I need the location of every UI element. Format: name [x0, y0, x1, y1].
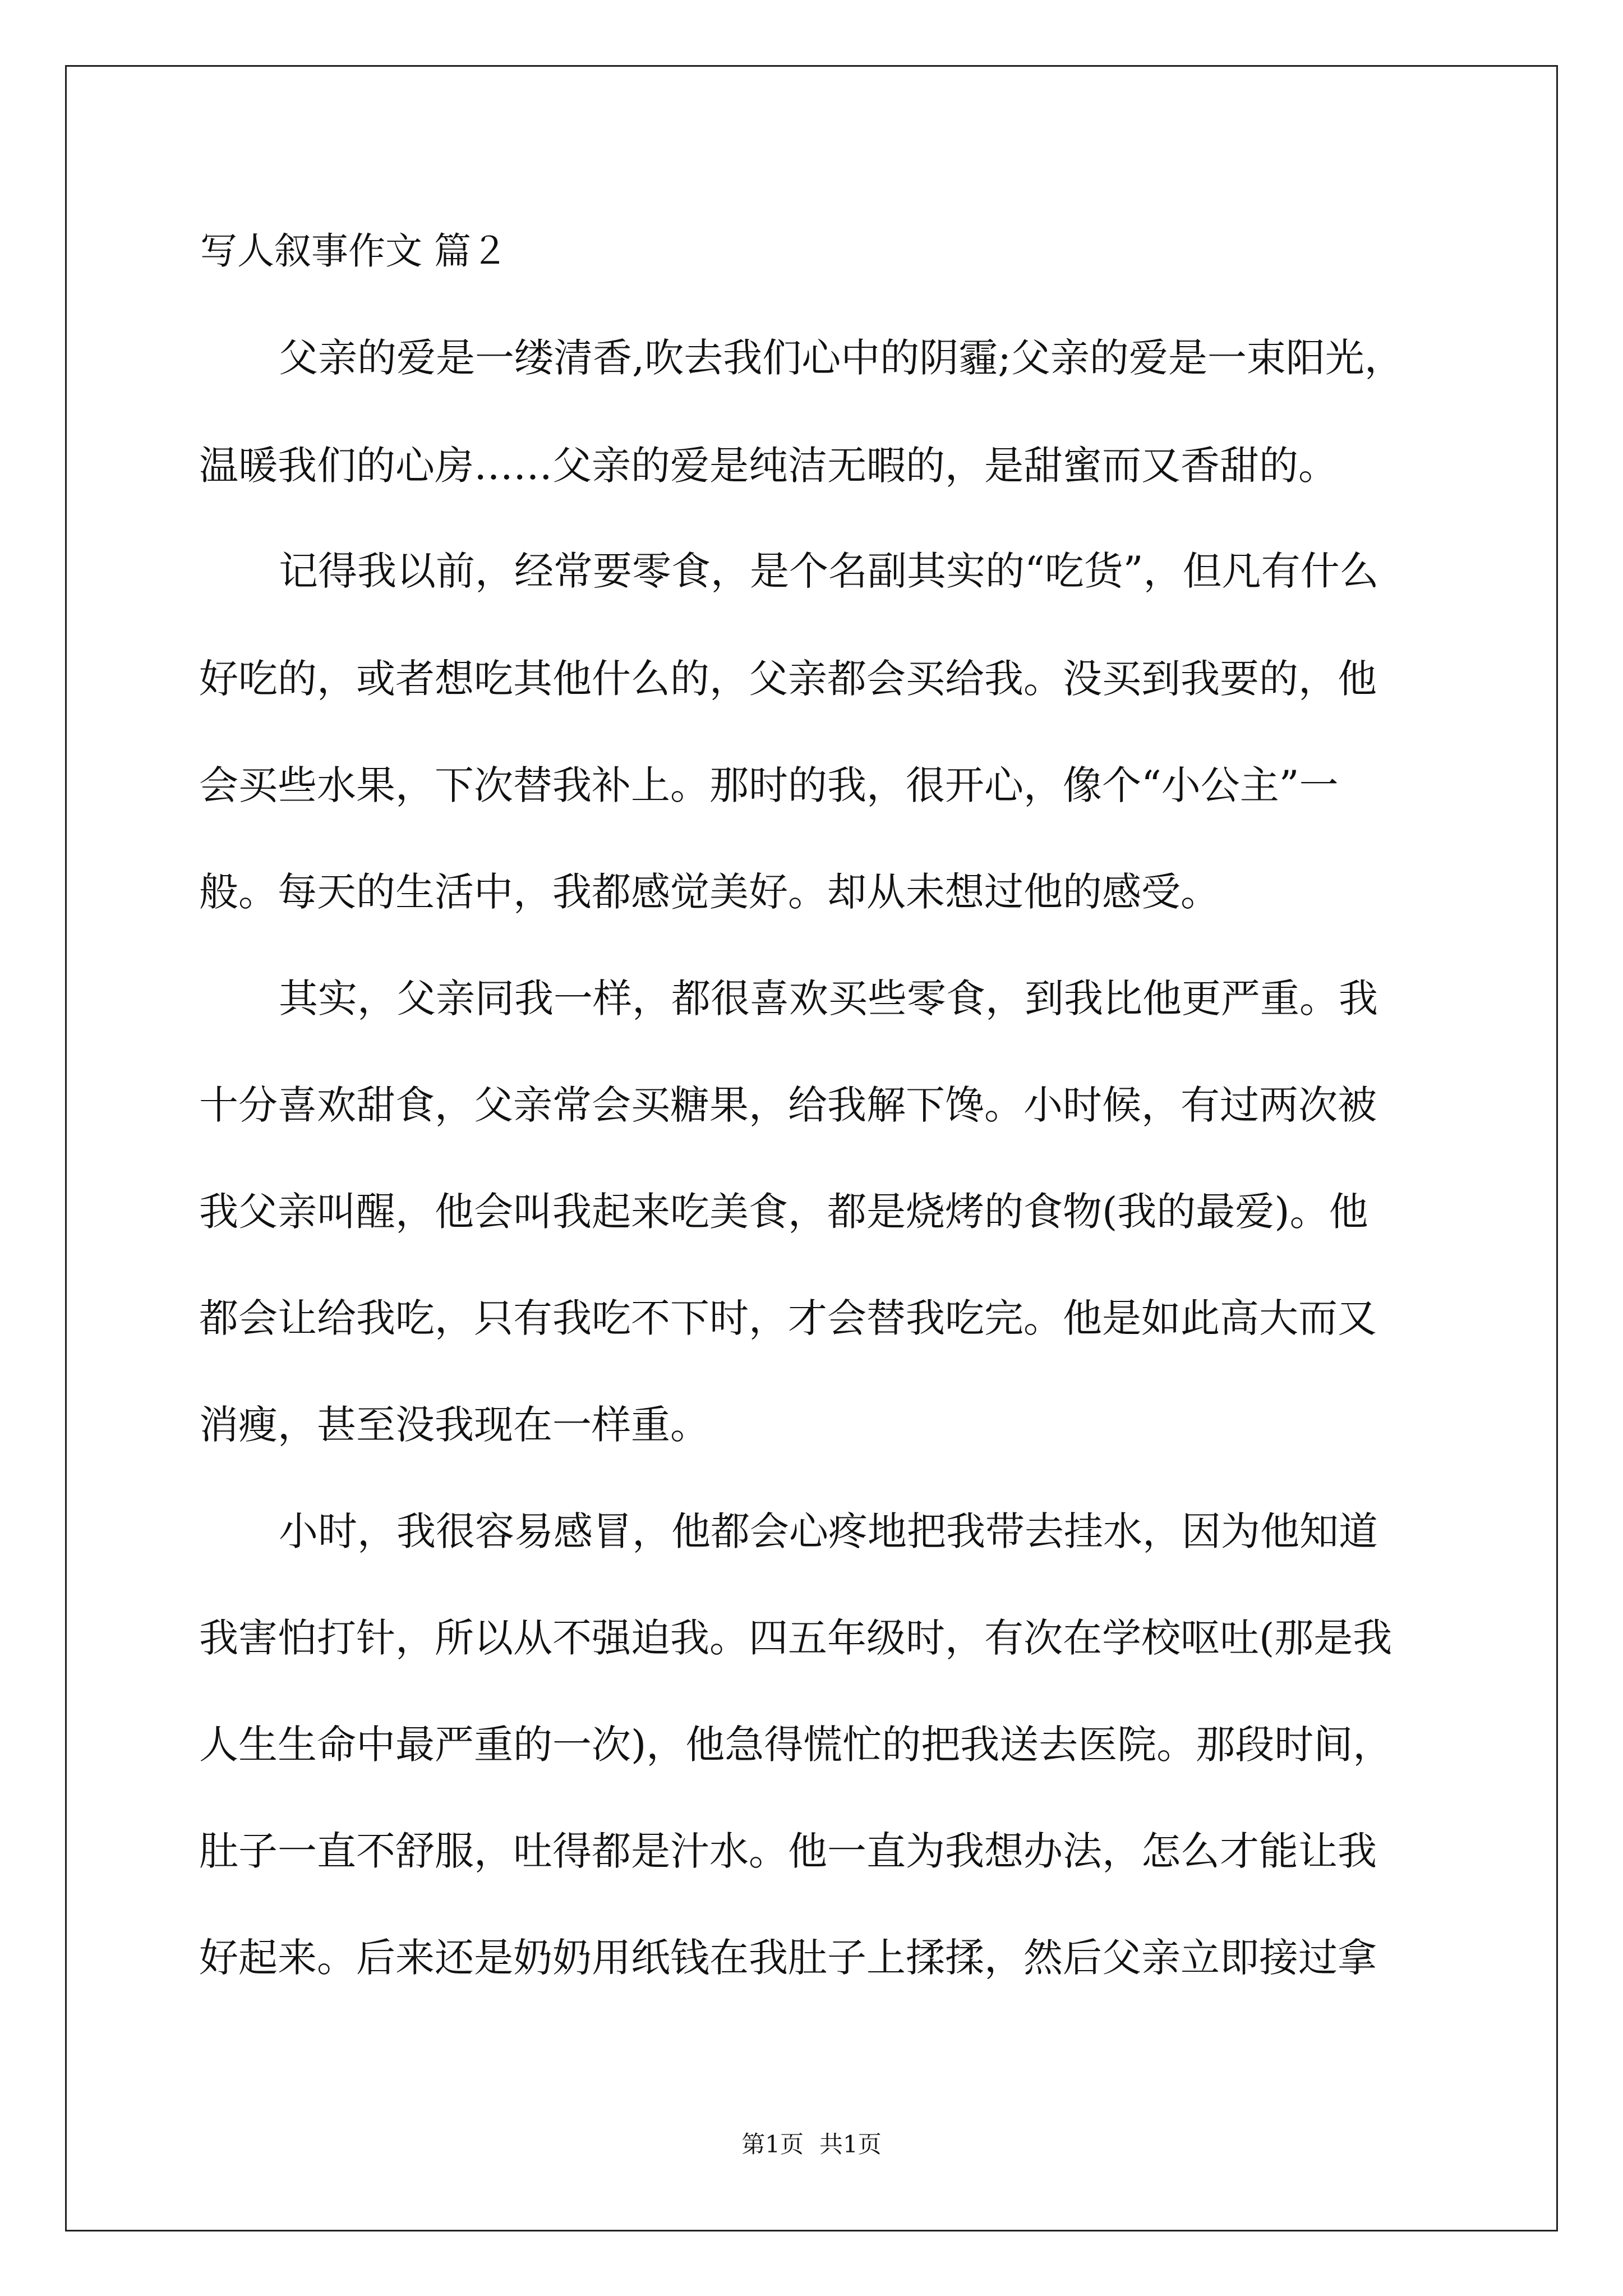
text-line: 般。每天的生活中，我都感觉美好。却从未想过他的感受。 — [199, 869, 1220, 915]
page-border — [65, 65, 1558, 2231]
text-line: 肚子一直不舒服，吐得都是汁水。他一直为我想办法，怎么才能让我 — [199, 1828, 1377, 1874]
text-line: 其实，父亲同我一样，都很喜欢买些零食，到我比他更严重。我 — [279, 976, 1378, 1022]
text-line: 消瘦，甚至没我现在一样重。 — [199, 1402, 709, 1448]
text-line: 我害怕打针，所以从不强迫我。四五年级时，有次在学校呕吐(那是我 — [199, 1615, 1393, 1661]
document-title: 写人叙事作文 篇２ — [200, 229, 508, 273]
page-total: 共1页 — [819, 2131, 882, 2158]
text-line: 温暖我们的心房……父亲的爱是纯洁无暇的，是甜蜜而又香甜的。 — [199, 443, 1338, 489]
text-line: 会买些水果，下次替我补上。那时的我，很开心，像个“小公主”一 — [199, 762, 1339, 808]
text-line: 我父亲叫醒，他会叫我起来吃美食，都是烧烤的食物(我的最爱)。他 — [199, 1189, 1368, 1235]
text-line: 记得我以前，经常要零食，是个名副其实的“吃货”，但凡有什么 — [279, 548, 1379, 594]
page-number: 第1页 — [741, 2131, 804, 2158]
text-line: 人生生命中最严重的一次)，他急得慌忙的把我送去医院。那段时间， — [199, 1722, 1393, 1768]
text-line: 好吃的，或者想吃其他什么的，父亲都会买给我。没买到我要的，他 — [199, 656, 1377, 702]
text-line: 十分喜欢甜食，父亲常会买糖果，给我解下馋。小时候，有过两次被 — [199, 1082, 1377, 1128]
text-line: 好起来。后来还是奶奶用纸钱在我肚子上揉揉，然后父亲立即接过拿 — [199, 1935, 1377, 1981]
text-line: 都会让给我吃，只有我吃不下时，才会替我吃完。他是如此高大而又 — [199, 1295, 1377, 1341]
text-line: 父亲的爱是一缕清香,吹去我们心中的阴霾;父亲的爱是一束阳光， — [279, 335, 1404, 381]
text-line: 小时，我很容易感冒，他都会心疼地把我带去挂水，因为他知道 — [279, 1508, 1378, 1554]
page-footer — [0, 2131, 1623, 2159]
